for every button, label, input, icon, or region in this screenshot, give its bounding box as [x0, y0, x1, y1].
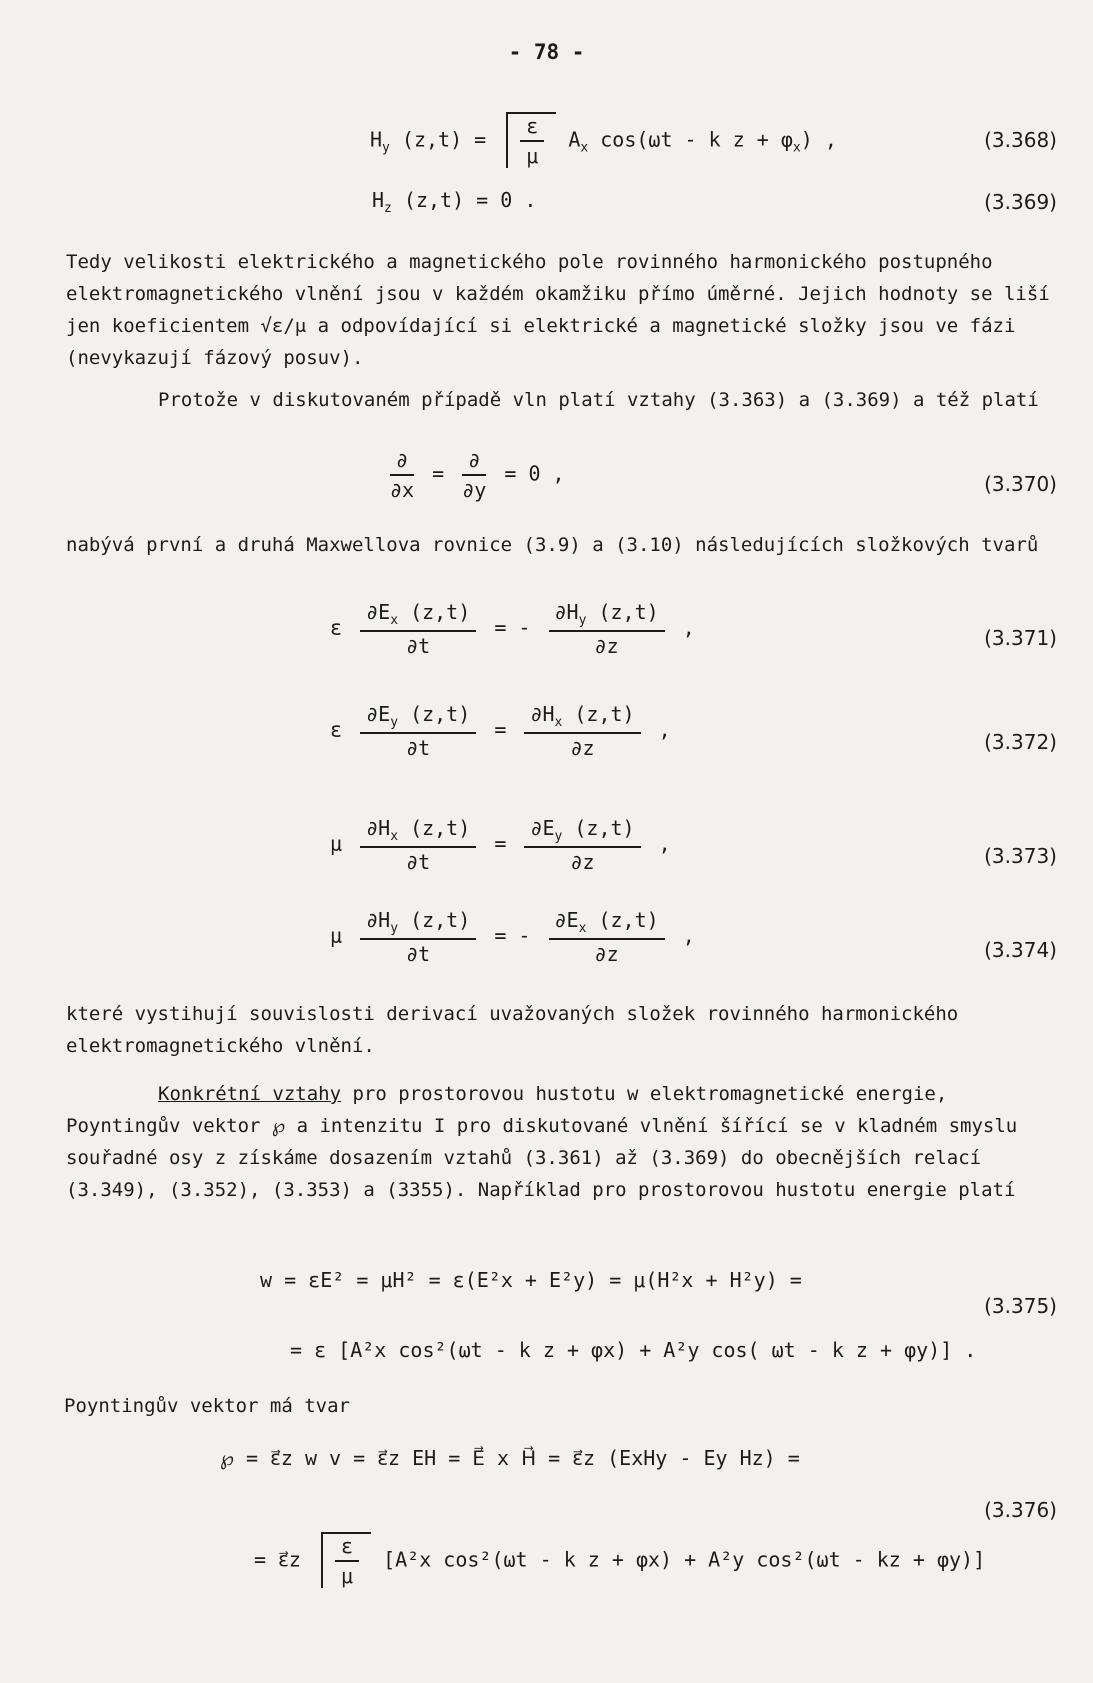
equation-3-375-line-2: = ε [A²x cos²(ωt - k z + φx) + A²y cos( ωt - k z + φy)] .: [290, 1338, 977, 1362]
equation-3-368: $H_y$ (z,t) = $\frac{\varepsilon}{\mu}$ $A_x$ cos(ωt - k $z + \varphi_x$) ,: [370, 114, 837, 168]
equation-3-369: $H_z$ (z,t) = 0 .: [372, 188, 537, 216]
underlined-phrase: Konkrétní vztahy: [158, 1083, 342, 1105]
paragraph: Poyntingův vektor má tvar: [64, 1395, 350, 1417]
equation-number: (3.371): [984, 626, 1057, 650]
equation-number: (3.370): [984, 472, 1057, 496]
paragraph: Tedy velikosti elektrického a magnetického pole rovinného harmonického postupného elektromagnetického vlnění jsou v každém okamžiku přímo úměrné. Jejich hodnoty se liší jen koeficientem √ε/μ a odpovídající si elektrické a magnetické složky jsou ve fázi (nevykazují fázový posuv).: [66, 251, 1050, 369]
equation-number: (3.369): [984, 190, 1057, 214]
equation-3-376-line-1: ℘ = ε⃗z w v = ε⃗z EH = E⃗ x H⃗ = ε⃗z (ExHy - Ey Hz) =: [220, 1446, 800, 1470]
page-number: - 78 -: [508, 40, 585, 64]
equation-3-376-line-2: = ε⃗z $\frac{\varepsilon}{\mu}$ [A²x cos²(ωt - k z + φx) + A²y cos²(ωt - kz + φy)]: [254, 1534, 986, 1588]
equation-number: (3.368): [984, 128, 1057, 152]
equation-number: (3.372): [984, 730, 1057, 754]
equation-number: (3.375): [984, 1294, 1057, 1318]
paragraph: nabývá první a druhá Maxwellova rovnice (3.9) a (3.10) následujících složkových tvarů: [66, 534, 1039, 556]
paragraph: Konkrétní vztahy pro prostorovou hustotu w elektromagnetické energie, Poyntingův vektor ℘ a intenzitu I pro diskutované vlnění šířící se v kladném smyslu souřadné osy z získáme dosazením vztahů (3.361) až (3.369) do obecnějších relací (3.349), (3.352), (3.353) a (3355). Například pro prostorovou hustotu energie platí: [66, 1083, 1018, 1201]
sqrt-symbol: $\frac{\varepsilon}{\mu}$: [321, 1532, 371, 1588]
equation-3-373: μ $\frac{\partial H_x (z,t)}{\partial t}$ = $\frac{\partial E_y (z,t)}{\partial z}$ ,: [330, 816, 671, 874]
equation-number: (3.376): [984, 1498, 1057, 1522]
equation-number: (3.374): [984, 938, 1057, 962]
equation-3-371: ε $\frac{\partial E_x (z,t)}{\partial t}$ = - $\frac{\partial H_y (z,t)}{\partial z}$ ,: [330, 600, 695, 658]
equation-3-375-line-1: w = εE² = μH² = ε(E²x + E²y) = μ(H²x + H²y) =: [260, 1268, 802, 1292]
equation-3-372: ε $\frac{\partial E_y (z,t)}{\partial t}$ = $\frac{\partial H_x (z,t)}{\partial z}$ ,: [330, 702, 671, 760]
paragraph: Protože v diskutovaném případě vln platí vztahy (3.363) a (3.369) a též platí: [158, 389, 1039, 411]
equation-3-370: $\frac{\partial}{\partial x}$ = $\frac{\partial}{\partial y}$ = 0 ,: [390, 448, 565, 502]
equation-3-374: μ $\frac{\partial H_y (z,t)}{\partial t}$ = - $\frac{\partial E_x (z,t)}{\partial z}$ ,: [330, 908, 695, 966]
paragraph: které vystihují souvislosti derivací uvažovaných složek rovinného harmonického elektromagnetického vlnění.: [66, 1003, 959, 1057]
equation-number: (3.373): [984, 844, 1057, 868]
sqrt-symbol: $\frac{\varepsilon}{\mu}$: [506, 112, 556, 168]
